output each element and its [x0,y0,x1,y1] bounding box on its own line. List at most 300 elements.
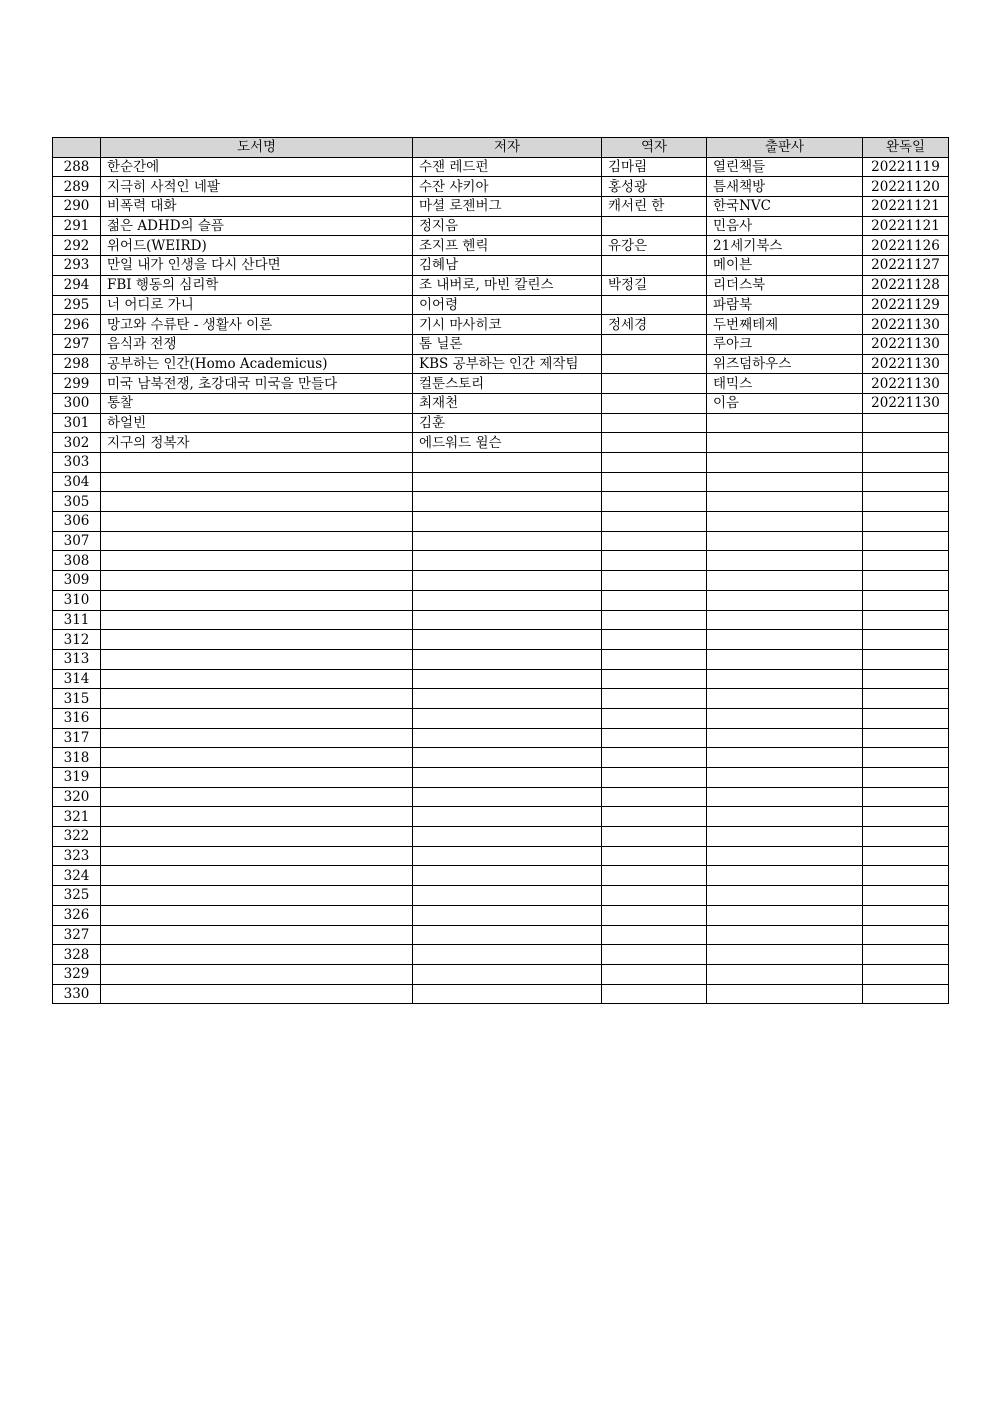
book-title-cell: 한순간에 [101,157,413,177]
book-publisher-cell [707,512,863,532]
row-number-cell: 321 [53,807,101,827]
header-number [53,138,101,158]
row-number-cell: 309 [53,571,101,591]
book-title-cell: 통찰 [101,393,413,413]
book-title-cell: 비폭력 대화 [101,197,413,217]
book-translator-cell [602,492,707,512]
table-row [53,827,949,847]
finish-date-cell [863,964,949,984]
table-row [53,433,949,453]
finish-date-cell [863,827,949,847]
table-row [53,216,949,236]
book-translator-cell: 김마림 [602,157,707,177]
row-number-cell: 289 [53,177,101,197]
book-title-cell: 음식과 전쟁 [101,334,413,354]
book-author-cell [413,630,602,650]
table-row [53,807,949,827]
book-publisher-cell: 파람북 [707,295,863,315]
finish-date-cell [863,413,949,433]
book-translator-cell: 정세경 [602,315,707,335]
finish-date-cell: 20221130 [863,374,949,394]
finish-date-cell [863,630,949,650]
table-row [53,768,949,788]
book-publisher-cell: 리더스북 [707,275,863,295]
book-author-cell: 수잔 샤키아 [413,177,602,197]
book-translator-cell [602,866,707,886]
book-publisher-cell [707,768,863,788]
book-author-cell [413,689,602,709]
book-title-cell: 너 어디로 가니 [101,295,413,315]
book-title-cell [101,768,413,788]
book-title-cell [101,492,413,512]
book-author-cell [413,768,602,788]
book-translator-cell [602,551,707,571]
book-author-cell [413,492,602,512]
table-row [53,236,949,256]
finish-date-cell: 20221129 [863,295,949,315]
book-title-cell [101,827,413,847]
book-title-cell: 지구의 정복자 [101,433,413,453]
book-translator-cell [602,984,707,1004]
book-title-cell [101,886,413,906]
row-number-cell: 293 [53,256,101,276]
finish-date-cell: 20221130 [863,334,949,354]
book-author-cell: 에드워드 윌슨 [413,433,602,453]
table-row [53,925,949,945]
finish-date-cell [863,905,949,925]
table-body [53,157,949,1004]
table-row [53,846,949,866]
finish-date-cell [863,512,949,532]
book-translator-cell [602,886,707,906]
book-title-cell [101,984,413,1004]
finish-date-cell: 20221120 [863,177,949,197]
book-translator-cell [602,472,707,492]
finish-date-cell [863,689,949,709]
book-translator-cell: 유강은 [602,236,707,256]
header-publisher: 출판사 [707,138,863,158]
book-publisher-cell [707,945,863,965]
row-number-cell: 319 [53,768,101,788]
book-translator-cell [602,256,707,276]
row-number-cell: 290 [53,197,101,217]
book-title-cell: 공부하는 인간(Homo Academicus) [101,354,413,374]
book-author-cell: 이어령 [413,295,602,315]
book-translator-cell [602,590,707,610]
book-translator-cell [602,531,707,551]
book-title-cell: 젊은 ADHD의 슬픔 [101,216,413,236]
book-title-cell [101,807,413,827]
row-number-cell: 322 [53,827,101,847]
book-author-cell [413,453,602,473]
finish-date-cell [863,768,949,788]
book-translator-cell [602,453,707,473]
book-title-cell [101,472,413,492]
book-publisher-cell: 메이븐 [707,256,863,276]
book-publisher-cell: 이음 [707,393,863,413]
book-translator-cell [602,827,707,847]
book-translator-cell [602,708,707,728]
table-row [53,590,949,610]
table-row [53,630,949,650]
book-publisher-cell: 두번째테제 [707,315,863,335]
table-row [53,610,949,630]
table-row [53,866,949,886]
book-publisher-cell [707,748,863,768]
book-title-cell [101,512,413,532]
book-title-cell [101,649,413,669]
book-author-cell [413,610,602,630]
book-translator-cell [602,748,707,768]
row-number-cell: 308 [53,551,101,571]
book-author-cell: 조지프 헨릭 [413,236,602,256]
book-author-cell [413,945,602,965]
finish-date-cell: 20221119 [863,157,949,177]
book-publisher-cell [707,571,863,591]
row-number-cell: 304 [53,472,101,492]
book-title-cell [101,905,413,925]
finish-date-cell [863,846,949,866]
book-title-cell [101,453,413,473]
book-title-cell [101,630,413,650]
book-publisher-cell: 민음사 [707,216,863,236]
book-translator-cell [602,846,707,866]
book-author-cell [413,964,602,984]
reading-log-table [52,137,949,1004]
book-author-cell [413,905,602,925]
book-publisher-cell: 루아크 [707,334,863,354]
table-row [53,157,949,177]
table-row [53,984,949,1004]
finish-date-cell: 20221126 [863,236,949,256]
book-author-cell [413,728,602,748]
book-author-cell [413,807,602,827]
header-finish-date: 완독일 [863,138,949,158]
row-number-cell: 312 [53,630,101,650]
book-publisher-cell: 21세기북스 [707,236,863,256]
book-translator-cell: 캐서린 한 [602,197,707,217]
finish-date-cell [863,610,949,630]
book-author-cell [413,886,602,906]
book-author-cell [413,984,602,1004]
book-publisher-cell [707,472,863,492]
book-title-cell: 만일 내가 인생을 다시 산다면 [101,256,413,276]
book-translator-cell [602,393,707,413]
book-title-cell [101,945,413,965]
finish-date-cell [863,984,949,1004]
finish-date-cell [863,551,949,571]
row-number-cell: 329 [53,964,101,984]
book-title-cell [101,571,413,591]
book-author-cell [413,866,602,886]
table-row [53,177,949,197]
table-row [53,905,949,925]
book-translator-cell [602,610,707,630]
row-number-cell: 307 [53,531,101,551]
book-author-cell: 수잰 레드펀 [413,157,602,177]
book-translator-cell [602,354,707,374]
finish-date-cell [863,571,949,591]
finish-date-cell: 20221121 [863,197,949,217]
row-number-cell: 298 [53,354,101,374]
row-number-cell: 295 [53,295,101,315]
row-number-cell: 297 [53,334,101,354]
row-number-cell: 328 [53,945,101,965]
row-number-cell: 296 [53,315,101,335]
row-number-cell: 313 [53,649,101,669]
book-translator-cell [602,630,707,650]
finish-date-cell [863,531,949,551]
book-publisher-cell [707,827,863,847]
table-row [53,453,949,473]
book-publisher-cell [707,708,863,728]
table-row [53,571,949,591]
row-number-cell: 299 [53,374,101,394]
row-number-cell: 325 [53,886,101,906]
book-publisher-cell [707,925,863,945]
book-publisher-cell: 틈새책방 [707,177,863,197]
book-translator-cell [602,413,707,433]
book-publisher-cell [707,610,863,630]
book-title-cell: 하얼빈 [101,413,413,433]
finish-date-cell [863,807,949,827]
finish-date-cell [863,866,949,886]
finish-date-cell [863,728,949,748]
book-publisher-cell [707,531,863,551]
row-number-cell: 317 [53,728,101,748]
table-row [53,708,949,728]
table-row [53,413,949,433]
table-row [53,275,949,295]
book-publisher-cell [707,669,863,689]
book-title-cell: 위어드(WEIRD) [101,236,413,256]
table-row [53,393,949,413]
book-author-cell [413,649,602,669]
book-author-cell [413,571,602,591]
finish-date-cell [863,590,949,610]
book-title-cell [101,531,413,551]
row-number-cell: 316 [53,708,101,728]
book-translator-cell [602,512,707,532]
row-number-cell: 303 [53,453,101,473]
book-translator-cell [602,669,707,689]
finish-date-cell [863,708,949,728]
row-number-cell: 302 [53,433,101,453]
table-row [53,945,949,965]
book-author-cell [413,472,602,492]
row-number-cell: 306 [53,512,101,532]
book-publisher-cell [707,728,863,748]
finish-date-cell [863,925,949,945]
book-publisher-cell [707,630,863,650]
book-author-cell: 정지음 [413,216,602,236]
book-publisher-cell [707,492,863,512]
table-row [53,354,949,374]
book-publisher-cell [707,886,863,906]
finish-date-cell: 20221130 [863,315,949,335]
table-row [53,472,949,492]
book-translator-cell [602,216,707,236]
header-author: 저자 [413,138,602,158]
table-row [53,886,949,906]
book-author-cell: 김혜남 [413,256,602,276]
book-author-cell: 김훈 [413,413,602,433]
finish-date-cell [863,886,949,906]
book-title-cell: 망고와 수류탄 - 생활사 이론 [101,315,413,335]
table-row [53,334,949,354]
table-row [53,492,949,512]
finish-date-cell: 20221130 [863,354,949,374]
table-row [53,787,949,807]
book-publisher-cell: 한국NVC [707,197,863,217]
table-row [53,748,949,768]
table-row [53,551,949,571]
book-author-cell [413,551,602,571]
book-author-cell: 최재천 [413,393,602,413]
row-number-cell: 314 [53,669,101,689]
book-author-cell: 마셜 로젠버그 [413,197,602,217]
row-number-cell: 326 [53,905,101,925]
book-title-cell [101,708,413,728]
book-author-cell: 톰 닐론 [413,334,602,354]
book-author-cell [413,925,602,945]
book-author-cell [413,827,602,847]
table-row [53,374,949,394]
book-title-cell [101,925,413,945]
book-publisher-cell: 위즈덤하우스 [707,354,863,374]
row-number-cell: 292 [53,236,101,256]
book-publisher-cell: 열린책들 [707,157,863,177]
book-translator-cell [602,768,707,788]
book-translator-cell [602,728,707,748]
row-number-cell: 318 [53,748,101,768]
book-translator-cell [602,374,707,394]
book-title-cell: FBI 행동의 심리학 [101,275,413,295]
book-publisher-cell: 태믹스 [707,374,863,394]
row-number-cell: 311 [53,610,101,630]
book-publisher-cell [707,413,863,433]
book-author-cell [413,708,602,728]
book-publisher-cell [707,551,863,571]
finish-date-cell [863,787,949,807]
book-author-cell [413,846,602,866]
book-publisher-cell [707,984,863,1004]
row-number-cell: 300 [53,393,101,413]
book-title-cell [101,689,413,709]
book-author-cell: KBS 공부하는 인간 제작팀 [413,354,602,374]
book-translator-cell [602,807,707,827]
book-publisher-cell [707,433,863,453]
row-number-cell: 305 [53,492,101,512]
book-author-cell [413,512,602,532]
book-publisher-cell [707,649,863,669]
row-number-cell: 323 [53,846,101,866]
book-translator-cell [602,964,707,984]
row-number-cell: 315 [53,689,101,709]
table-row [53,649,949,669]
book-translator-cell [602,649,707,669]
book-publisher-cell [707,807,863,827]
finish-date-cell [863,748,949,768]
table-header-row [53,138,949,158]
row-number-cell: 301 [53,413,101,433]
table-row [53,728,949,748]
book-title-cell: 미국 남북전쟁, 초강대국 미국을 만들다 [101,374,413,394]
book-author-cell [413,669,602,689]
book-author-cell [413,590,602,610]
finish-date-cell: 20221130 [863,393,949,413]
book-publisher-cell [707,453,863,473]
row-number-cell: 294 [53,275,101,295]
book-translator-cell [602,571,707,591]
row-number-cell: 330 [53,984,101,1004]
book-translator-cell [602,433,707,453]
book-translator-cell [602,925,707,945]
book-publisher-cell [707,689,863,709]
book-title-cell [101,590,413,610]
header-title: 도서명 [101,138,413,158]
book-translator-cell [602,945,707,965]
row-number-cell: 310 [53,590,101,610]
book-publisher-cell [707,846,863,866]
book-title-cell [101,551,413,571]
book-publisher-cell [707,590,863,610]
book-translator-cell [602,689,707,709]
finish-date-cell: 20221128 [863,275,949,295]
book-title-cell [101,964,413,984]
table-row [53,256,949,276]
book-title-cell [101,728,413,748]
book-title-cell [101,866,413,886]
book-translator-cell: 홍성광 [602,177,707,197]
book-author-cell: 기시 마사히코 [413,315,602,335]
book-title-cell: 지극히 사적인 네팔 [101,177,413,197]
finish-date-cell [863,649,949,669]
finish-date-cell [863,945,949,965]
book-title-cell [101,748,413,768]
row-number-cell: 320 [53,787,101,807]
finish-date-cell: 20221121 [863,216,949,236]
row-number-cell: 291 [53,216,101,236]
table-row [53,315,949,335]
book-publisher-cell [707,866,863,886]
book-title-cell [101,846,413,866]
book-publisher-cell [707,905,863,925]
finish-date-cell [863,453,949,473]
table-row [53,669,949,689]
book-translator-cell [602,334,707,354]
finish-date-cell [863,472,949,492]
header-translator: 역자 [602,138,707,158]
finish-date-cell [863,669,949,689]
row-number-cell: 324 [53,866,101,886]
book-translator-cell [602,787,707,807]
finish-date-cell [863,492,949,512]
book-translator-cell [602,905,707,925]
book-publisher-cell [707,787,863,807]
book-translator-cell [602,295,707,315]
book-title-cell [101,610,413,630]
finish-date-cell: 20221127 [863,256,949,276]
table-row [53,689,949,709]
row-number-cell: 327 [53,925,101,945]
table-row [53,295,949,315]
book-title-cell [101,787,413,807]
book-translator-cell: 박정길 [602,275,707,295]
table-row [53,197,949,217]
table-row [53,531,949,551]
book-publisher-cell [707,964,863,984]
